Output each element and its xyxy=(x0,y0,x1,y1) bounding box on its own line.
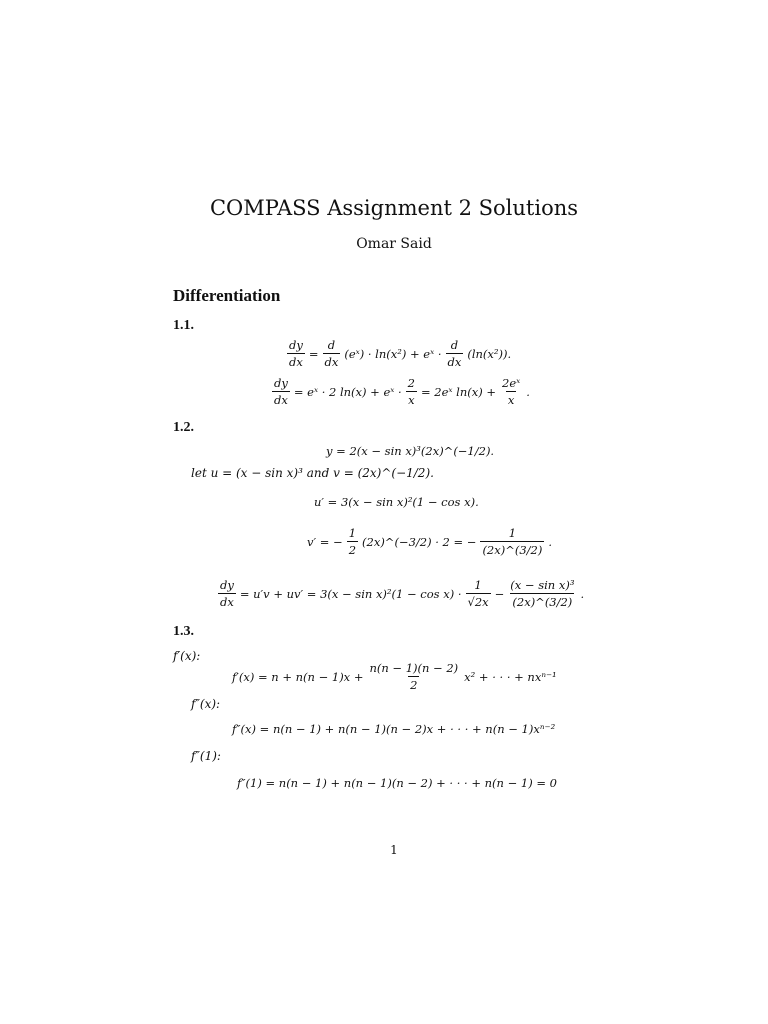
fraction: $\frac{dy}{dx}$ xyxy=(274,376,288,407)
f-double-prime-label: f″(x): xyxy=(191,697,221,711)
problem-label-1-2: 1.2. xyxy=(173,420,194,435)
equation-1-2-b: $\frac{dy}{dx}$ = u′v + uv′ = 3(x − sin x)²(1 − cos x) · $\frac{1}{√2x}$ − $\frac{\text{(x − sin x)³}}{(2x)\^{}(3/2)}$ . xyxy=(220,578,585,609)
equation-1-3-a: f′(x) = n + n(n − 1)x + $\frac{n(n - 1)(n - 2)}{2}$ x² + · · · + nxⁿ⁻¹ xyxy=(232,661,557,692)
fraction: $\frac{1}{2}$ xyxy=(348,526,357,557)
fraction: $\frac{1}{√2x}$ xyxy=(467,578,489,609)
fraction: $\frac{dy}{dx}$ xyxy=(289,338,303,369)
problem-label-1-1: 1.1. xyxy=(173,318,194,333)
fraction: $\frac{d}{dx}$ xyxy=(324,338,339,369)
equation-1-1-b xyxy=(270,376,530,407)
equation-1-1-a: $\frac{dy}{dx}$ = $\frac{d}{dx}$ (eˣ) · ln(x²) + eˣ · $\frac{d}{dx}$ (ln(x²)). xyxy=(289,338,512,369)
equation-1-3-b: f″(x) = n(n − 1) + n(n − 1)(n − 2)x + · · · + n(n − 1)xⁿ⁻² xyxy=(232,722,556,736)
f-double-prime-at-1-label: f″(1): xyxy=(191,749,221,763)
fraction: $\frac{1}{(2x)\^{}(3/2)}$ xyxy=(482,526,543,557)
equation-text: (eˣ) · ln(x²) + eˣ · xyxy=(344,346,442,361)
equation-1-3-c: f″(1) = n(n − 1) + n(n − 1)(n − 2) + · · · + n(n − 1) = 0 xyxy=(237,776,557,790)
fraction: $\frac{\text{(x − sin x)³}}{(2x)\^{}(3/2)}$ xyxy=(510,578,575,609)
section-heading: Differentiation xyxy=(173,286,281,305)
equation-text: = eˣ · 2 ln(x) + eˣ · xyxy=(293,384,402,399)
page-number: 1 xyxy=(390,843,398,857)
document-title: COMPASS Assignment 2 Solutions xyxy=(209,196,579,220)
equation-text: . xyxy=(526,384,530,399)
equation-text: = 2eˣ ln(x) + xyxy=(421,384,496,399)
fraction: $\frac{2}{x}$ xyxy=(407,376,415,407)
equation-1-2-u: u′ = 3(x − sin x)²(1 − cos x). xyxy=(314,495,479,509)
fraction: $\frac{n(n - 1)(n - 2)}{2}$ xyxy=(369,661,459,692)
fraction: $\frac{d}{dx}$ xyxy=(447,338,462,369)
fraction: $\frac{dy}{dx}$ xyxy=(220,578,234,609)
equation-1-2-a: y = 2(x − sin x)³(2x)^(−1/2). xyxy=(326,444,495,458)
document-author: Omar Said xyxy=(356,236,432,252)
equation-text: (ln(x²)). xyxy=(467,346,512,361)
equation-1-2-v: v′ = − $\frac{1}{2}$ (2x)^(−3/2) · 2 = − $\frac{1}{(2x)\^{}(3/2)}$ . xyxy=(307,526,552,557)
fraction: $\frac{\text{2eˣ}}{x}$ xyxy=(502,376,521,407)
f-prime-label: f′(x): xyxy=(173,649,201,663)
let-statement: let u = (x − sin x)³ and v = (2x)^(−1/2). xyxy=(191,466,434,480)
problem-label-1-3: 1.3. xyxy=(173,624,194,639)
